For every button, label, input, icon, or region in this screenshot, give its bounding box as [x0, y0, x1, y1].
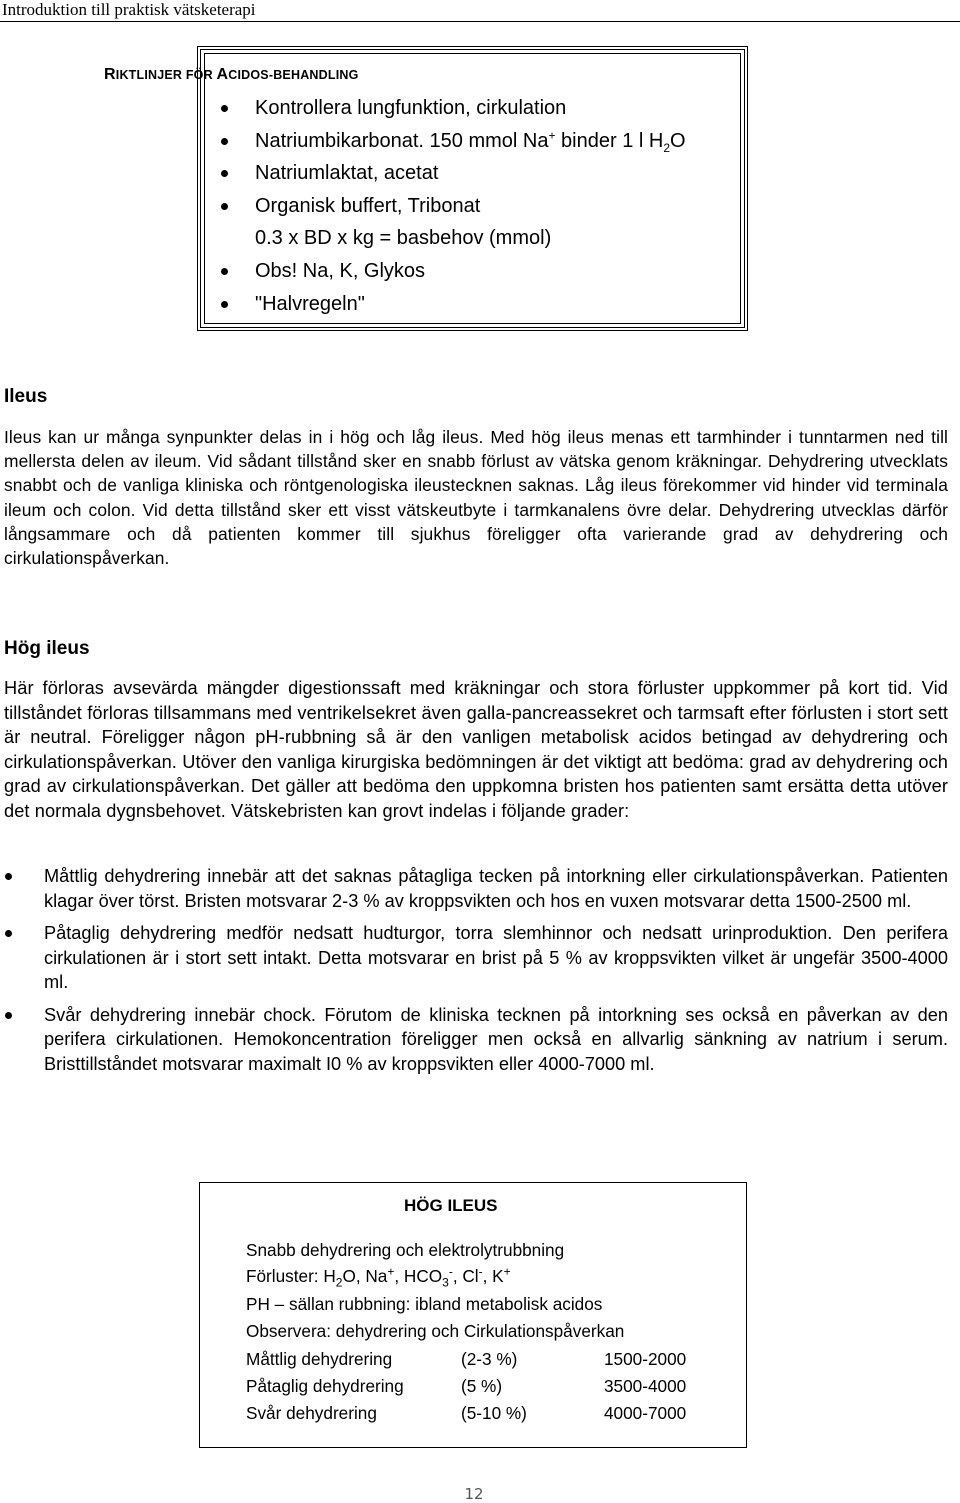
grade-name: Påtaglig dehydrering [246, 1376, 404, 1396]
dehydration-grades-list [4, 864, 948, 1084]
list-item: Natriumbikarbonat. 150 mmol Na+ binder 1 l $H_2O$ [215, 127, 686, 160]
bullet-icon [221, 203, 228, 210]
acidos-guidelines-list [215, 94, 686, 322]
acidos-box-title: RIKTLINJER FÖR ACIDOS-BEHANDLING [104, 66, 359, 83]
ileus-paragraph: Ileus kan ur många synpunkter delas in i hög och låg ileus. Med hög ileus menas ett tarmhinder i tunntarmen ned till mellersta delen av ileum. Vid sådant tillstånd sker en snabb förlust av vätska genom kräkningar. Dehydrering utvecklats snabbt och de vanliga kliniska och röntgenologiska ileustecknen saknas. Låg ileus förekommer vid hinder vid terminala ileum och colon. Vid detta tillstånd sker ett visst vätskeutbyte i tarmkanalens övre delar. Dehydrering utvecklas därför långsammare och då patienten kommer till sjukhus föreligger ofta varierande grad av dehydrering och cirkulationspåverkan. [4, 427, 948, 569]
list-item: Natriumlaktat, acetat [215, 159, 686, 192]
hog-ileus-heading: Hög ileus [4, 638, 90, 659]
bullet-icon [221, 138, 228, 145]
summary-line: Snabb dehydrering och elektrolytrubbning [246, 1240, 565, 1260]
ileus-heading: Ileus [4, 386, 48, 407]
grade-name: Svår dehydrering [246, 1403, 377, 1423]
list-item: Påtaglig dehydrering medför nedsatt hudturgor, torra slemhinnor och nedsatt urinproduktion. Den perifera cirkulationen är i stort sett intakt. Detta motsvarar en brist på 5 % av kroppsvikten vilket är ungefär 3500-4000 ml. [4, 921, 948, 995]
grade-volume: 3500-4000 [604, 1376, 687, 1396]
bullet-icon [5, 1012, 12, 1019]
list-item: Organisk buffert, Tribonat [215, 192, 686, 225]
summary-line: PH – sällan rubbning: ibland metabolisk acidos [246, 1294, 603, 1314]
grade-percent: (5-10 %) [461, 1403, 527, 1423]
grade-name: Måttlig dehydrering [246, 1349, 393, 1369]
page-header [0, 0, 960, 22]
summary-line: Observera: dehydrering och Cirkulationspåverkan [246, 1321, 625, 1341]
bullet-icon [221, 170, 228, 177]
bullet-icon [221, 105, 228, 112]
list-item: Svår dehydrering innebär chock. Förutom de kliniska tecknen på intorkning ses också en påverkan av den perifera cirkulationen. Hemokoncentration föreligger men också en allvarlig sänkning av natrium i serum. Bristtillståndet motsvarar maximalt I0 % av kroppsvikten eller 4000-7000 ml. [4, 1003, 948, 1077]
bullet-icon [221, 268, 228, 275]
grade-percent: (5 %) [461, 1376, 503, 1396]
list-item: 0.3 x BD x kg = basbehov (mmol) [255, 227, 552, 250]
summary-box-title: HÖG ILEUS [404, 1196, 498, 1215]
grade-percent: (2-3 %) [461, 1349, 518, 1369]
grade-volume: 4000-7000 [604, 1403, 687, 1423]
grade-volume: 1500-2000 [604, 1349, 687, 1369]
page-number: 12 [464, 1485, 484, 1503]
list-item: Obs! Na, K, Glykos [215, 257, 686, 290]
bullet-icon [221, 301, 228, 308]
losses-line: Förluster: $H_2O$, Na+, $HCO_3^-$, Cl-, K+ [246, 1264, 511, 1290]
list-item: Måttlig dehydrering innebär att det saknas påtagliga tecken på intorkning eller cirkulationspåverkan. Patienten klagar över törst. Bristen motsvarar 2-3 % av kroppsvikten och hos en vuxen motsvarar detta 1500-2500 ml. [4, 864, 948, 913]
list-item: "Halvregeln" [215, 290, 686, 323]
hog-ileus-paragraph: Här förloras avsevärda mängder digestionssaft med kräkningar och stora förluster uppkommer på kort tid. Vid tillståndet förloras tillsammans med ventrikelsekret även galla-pancreassekret och tarmsaft efter förlusten i stort sett är neutral. Föreligger någon pH-rubbning så är den vanligen metabolisk acidos betingad av dehydrering och cirkulationspåverkan. Utöver den vanliga kirurgiska bedömningen är det viktigt att bedöma: grad av dehydrering och grad av cirkulationspåverkan. Det gäller att bedöma den uppkomna bristen hos patienten samt ersätta detta utöver det normala dygnsbehovet. Vätskebristen kan grovt indelas i följande grader: [4, 678, 948, 821]
bullet-icon [5, 873, 12, 880]
bullet-icon [5, 930, 12, 937]
list-item: Kontrollera lungfunktion, cirkulation [215, 94, 686, 127]
document-title: Introduktion till praktisk vätsketerapi [2, 0, 256, 19]
